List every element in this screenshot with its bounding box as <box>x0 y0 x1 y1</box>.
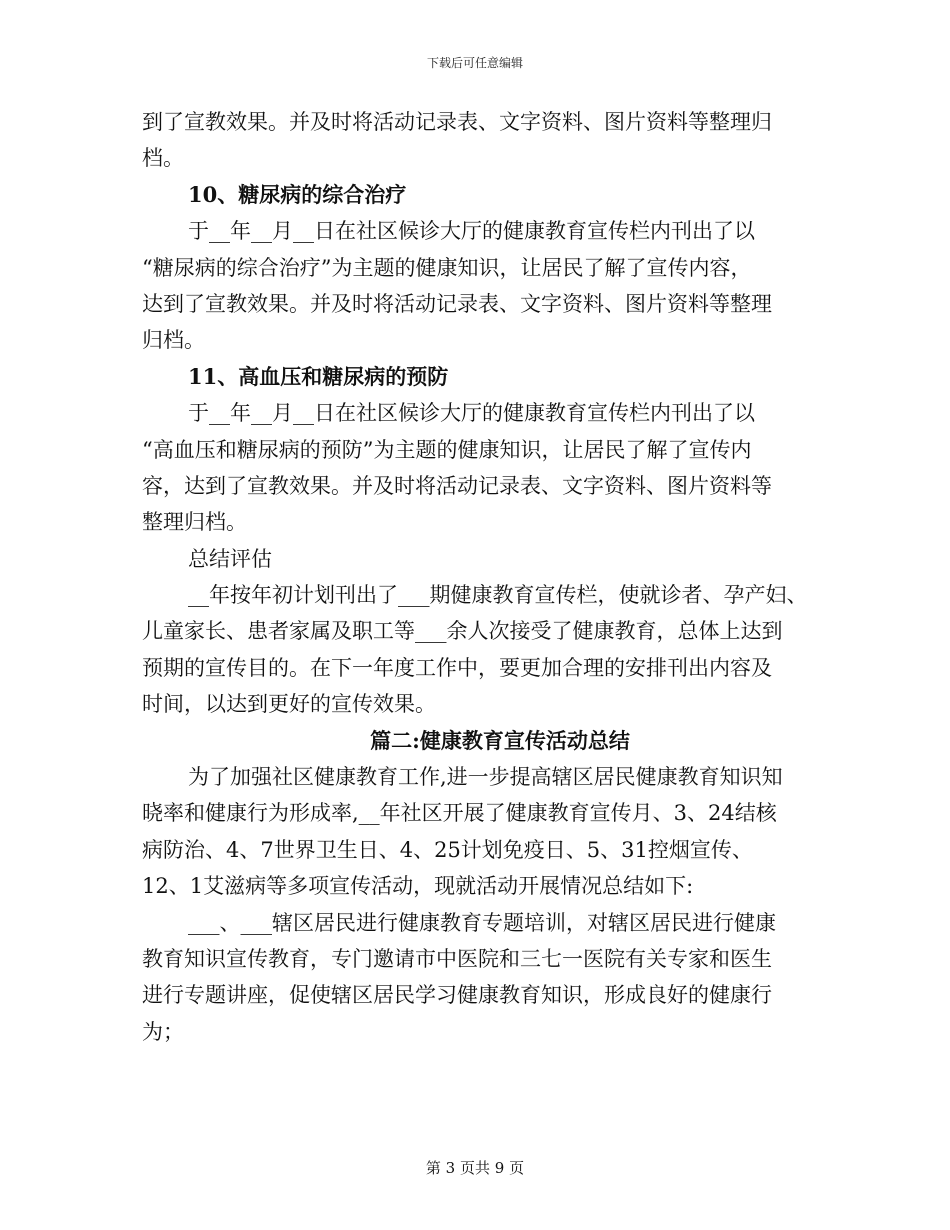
paragraph-line: 时间，以达到更好的宣传效果。 <box>142 692 436 717</box>
page-footer: 第 3 页共 9 页 <box>425 1159 525 1177</box>
subsection-label: 总结评估 <box>188 546 272 571</box>
paragraph-line: 达到了宣教效果。并及时将活动记录表、文字资料、图片资料等整理 <box>142 291 772 316</box>
paragraph-line: 病防治、4、7世界卫生日、4、25计划免疫日、5、31控烟宣传、 <box>142 837 753 862</box>
paragraph-line: 教育知识宣传教育，专门邀请市中医院和三七一医院有关专家和医生 <box>142 946 772 971</box>
section-heading: 11、高血压和糖尿病的预防 <box>188 363 449 389</box>
paragraph-line: 到了宣教效果。并及时将活动记录表、文字资料、图片资料等整理归 <box>142 110 772 134</box>
paragraph-line: 为了加强社区健康教育工作,进一步提高辖区居民健康教育知识知 <box>188 765 783 790</box>
section-heading: 10、糖尿病的综合治疗 <box>188 181 407 207</box>
paragraph-line: 容，达到了宣教效果。并及时将活动记录表、文字资料、图片资料等 <box>142 473 772 498</box>
paragraph-line: 12、1艾滋病等多项宣传活动，现就活动开展情况总结如下: <box>142 874 694 899</box>
page-header: 下载后可任意编辑 <box>426 56 523 70</box>
chapter-title: 篇二:健康教育宣传活动总结 <box>370 727 630 753</box>
paragraph-line: 整理归档。 <box>142 510 247 535</box>
paragraph-line: 归档。 <box>142 328 205 353</box>
paragraph-line: 进行专题讲座，促使辖区居民学习健康教育知识，形成良好的健康行 <box>142 983 772 1008</box>
document-body <box>142 104 812 1050</box>
paragraph-line: 于__年__月__日在社区候诊大厅的健康教育宣传栏内刊出了以 <box>188 401 755 426</box>
paragraph-line: 预期的宣传目的。在下一年度工作中，要更加合理的安排刊出内容及 <box>142 655 772 680</box>
paragraph-line: 档。 <box>142 146 184 171</box>
paragraph-line: “糖尿病的综合治疗”为主题的健康知识，让居民了解了宣传内容， <box>142 255 752 280</box>
paragraph-line: __年按年初计划刊出了___期健康教育宣传栏，使就诊者、孕产妇、 <box>188 583 808 608</box>
paragraph-line: 儿童家长、患者家属及职工等___余人次接受了健康教育，总体上达到 <box>142 619 783 644</box>
paragraph-line: 为； <box>142 1019 184 1044</box>
paragraph-line: ___、___辖区居民进行健康教育专题培训，对辖区居民进行健康 <box>188 910 776 935</box>
paragraph-line: 于__年__月__日在社区候诊大厅的健康教育宣传栏内刊出了以 <box>188 219 755 244</box>
paragraph-line: 晓率和健康行为形成率,__年社区开展了健康教育宣传月、3、24结核 <box>142 801 777 826</box>
paragraph-line: “高血压和糖尿病的预防”为主题的健康知识，让居民了解了宣传内 <box>142 437 752 462</box>
